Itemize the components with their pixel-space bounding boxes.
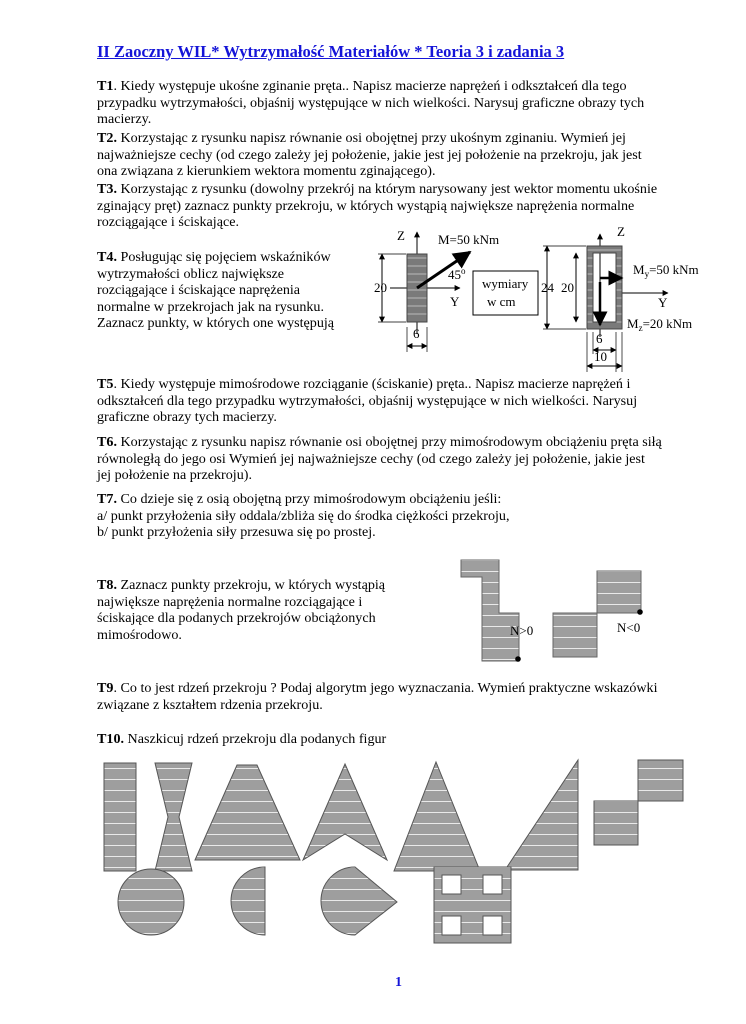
outer-height-label: 24 <box>541 280 554 295</box>
mz-label: $M_z=20$ kNm <box>627 316 693 333</box>
t4-figure <box>360 222 710 372</box>
question-text: Co dzieje się z osią obojętną przy mimośrodowym obciążeniu jeśli: <box>116 491 502 507</box>
zeta-section <box>461 560 519 661</box>
units-line1: wymiary <box>482 276 529 291</box>
load-point-n-pos <box>515 656 521 662</box>
angle-label: 45$^o$ <box>448 266 466 282</box>
question-t7 <box>97 491 662 541</box>
question-t10 <box>97 731 662 748</box>
question-t5 <box>97 376 662 426</box>
inner-width-label: 6 <box>596 331 603 346</box>
n-negative-label: N<0 <box>617 620 641 635</box>
t10-figures <box>90 752 700 967</box>
question-number: T8. <box>97 577 117 593</box>
shape-teardrop <box>321 867 397 935</box>
n-positive-label: N>0 <box>510 623 534 638</box>
left-width-label: 6 <box>413 326 420 341</box>
question-number: T6. <box>97 434 117 450</box>
shape-triangle-isosceles <box>394 762 480 871</box>
question-number: T7. <box>97 491 117 507</box>
shape-semicircle <box>231 867 265 935</box>
question-text: Korzystając z rysunku (dowolny przekrój na którym narysowany jest wektor momentu ukośnie zginający pręt) zaznacz punkty przekroju, w których wystąpią największe naprężenia normalne rozciągające i ściskające. <box>97 181 658 231</box>
page-title: II Zaoczny WIL* Wytrzymałość Materiałów * Teoria 3 i zadania 3 <box>97 42 565 61</box>
page-number: 1 <box>395 975 402 990</box>
question-text: . Co to jest rdzeń przekroju ? Podaj algorytm jego wyznaczania. Wymień praktyczne wskazówki związane z kształtem rdzenia przekroju. <box>97 680 658 713</box>
right-y-label: Y <box>658 295 668 310</box>
question-t1 <box>97 78 662 128</box>
right-section-channel <box>587 246 622 329</box>
left-y-label: Y <box>450 294 460 309</box>
question-t7-b: b/ punkt przyłożenia siły przesuwa się po prostej. <box>97 524 376 541</box>
outer-width-label: 10 <box>594 349 607 364</box>
left-moment-label: M=50 kNm <box>438 232 500 247</box>
question-t7-a: a/ punkt przyłożenia siły oddala/zbliża się do środka ciężkości przekroju, <box>97 507 510 524</box>
question-text: Posługując się pojęciem wskaźników wytrzymałości oblicz największe rozciągające i ściskające naprężenia normalne w przekrojach jak na rysunku. Zaznacz punkty, w których one występują <box>97 249 335 332</box>
load-point-n-neg <box>637 609 643 615</box>
shape-hourglass <box>155 763 192 871</box>
question-text: Zaznacz punkty przekroju, w których wystąpią największe naprężenia normalne rozciągające i ściskające dla podanych przekrojów obciążonych mimośrodowo. <box>97 577 386 643</box>
shape-square-four-holes <box>434 867 511 943</box>
question-text: Naszkicuj rdzeń przekroju dla podanych figur <box>124 731 387 747</box>
question-number: T2. <box>97 130 117 146</box>
question-text: . Kiedy występuje mimośrodowe rozciąganie (ściskanie) pręta.. Napisz macierze naprężeń i odkształceń dla tego przypadku wytrzymałości, objaśnij występujące w nich wielkości. Narysuj graficzne obrazy tych macierzy. <box>97 376 638 426</box>
shape-rectangle <box>104 763 136 871</box>
question-number: T10. <box>97 731 125 747</box>
question-t6 <box>97 434 662 484</box>
inner-height-label: 20 <box>561 280 574 295</box>
left-height-label: 20 <box>374 280 387 295</box>
question-text: Korzystając z rysunku napisz równanie osi obojętnej przy mimośrodowym obciążeniu pręta siłą równoległą do jego osi Wymień jej najważniejsze cechy (od czego zależy jej położenie, jakie jest jej położenie na przekroju). <box>97 434 662 484</box>
question-number: T1 <box>97 78 114 94</box>
shape-circle <box>118 869 184 935</box>
question-t9 <box>97 680 662 713</box>
question-number: T3. <box>97 181 117 197</box>
units-line2: w cm <box>487 294 516 309</box>
t8-figure <box>455 555 655 670</box>
question-t8 <box>97 577 402 643</box>
question-number: T5 <box>97 376 114 392</box>
question-number: T9 <box>97 680 114 696</box>
right-z-label: Z <box>617 224 625 239</box>
question-t2 <box>97 130 662 180</box>
shape-arrowhead <box>303 764 387 860</box>
my-label: $M_y=50$ kNm <box>633 262 699 279</box>
question-text: . Kiedy występuje ukośne zginanie pręta.. Napisz macierze naprężeń i odkształceń dla tego przypadku wytrzymałości, objaśnij występujące w nich wielkości. Narysuj graficzne obrazy tych macierzy. <box>97 78 645 128</box>
shape-right-triangle <box>505 760 578 870</box>
left-z-label: Z <box>397 228 405 243</box>
question-number: T4. <box>97 249 117 265</box>
double-square-section <box>553 571 641 657</box>
shape-trapezoid <box>195 765 300 860</box>
question-t4 <box>97 249 352 332</box>
shape-double-square <box>594 760 683 845</box>
question-text: Korzystając z rysunku napisz równanie osi obojętnej przy ukośnym zginaniu. Wymień jej najważniejsze cechy (od czego zależy jej położenie, jakie jest jej położenie na przekroju, jak jest ona związana z kierunkiem wektora momentu zginającego). <box>97 130 642 180</box>
